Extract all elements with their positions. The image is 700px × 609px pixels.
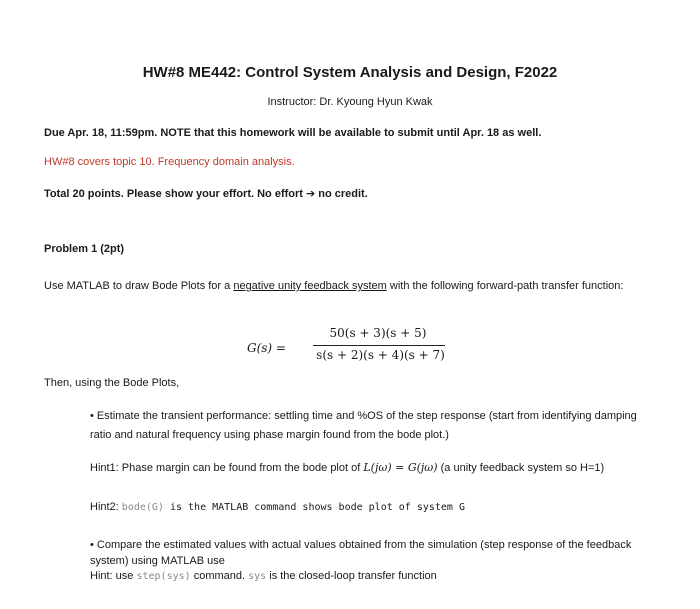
hint-2 <box>90 501 465 513</box>
intro-text-start: Use MATLAB to draw Bode Plots for a <box>44 280 234 292</box>
problem-title: Problem 1 (2pt) <box>44 243 125 255</box>
formula-lhs: G(s) = <box>247 341 286 355</box>
bullet-estimate: • Estimate the transient performance: settling time and %OS of the step response (start from identifying damping ratio and natural frequency using phase margin found from the bode plot.) <box>90 410 637 441</box>
formula-numerator: 50(s + 3)(s + 5) <box>329 326 427 340</box>
formula-denominator: s(s + 2)(s + 4)(s + 7) <box>316 348 445 362</box>
bullet-compare: • Compare the estimated values with actual values obtained from the simulation (step response of the feedback system) using MATLAB use <box>90 539 632 567</box>
hint1-math: L(jω) = G(jω) <box>363 461 438 474</box>
hint-1 <box>90 458 650 478</box>
instructor-line: Instructor: Dr. Kyoung Hyun Kwak <box>267 96 433 108</box>
hint3-prefix: Hint: use <box>90 570 137 582</box>
problem-intro <box>44 277 656 296</box>
hint1-prefix: Hint1: Phase margin can be found from the bode plot of <box>90 462 364 474</box>
hint3-rest: is the closed-loop transfer function <box>266 570 437 582</box>
due-notice: Due Apr. 18, 11:59pm. NOTE that this homework will be available to submit until Apr. 18 as well. <box>44 127 542 139</box>
hint2-prefix: Hint2: <box>90 501 122 513</box>
topic-notice: HW#8 covers topic 10. Frequency domain analysis. <box>44 156 295 168</box>
page-title: HW#8 ME442: Control System Analysis and Design, F2022 <box>142 64 558 81</box>
hint-3 <box>90 570 437 582</box>
hint3-code: step(sys) <box>136 571 191 582</box>
hint3-sys: sys <box>248 571 267 582</box>
hint2-code: bode(G) <box>121 502 164 513</box>
points-notice: Total 20 points. Please show your effort. No effort ➔ no credit. <box>44 188 368 200</box>
then-line: Then, using the Bode Plots, <box>44 377 180 389</box>
hint1-suffix: (a unity feedback system so H=1) <box>437 462 605 474</box>
intro-text-end: with the following forward-path transfer function: <box>386 280 624 292</box>
fraction-bar <box>313 345 445 346</box>
feedback-system-term: negative unity feedback system <box>233 280 387 292</box>
hint2-rest: is the MATLAB command shows bode plot of system G <box>163 502 465 513</box>
hint3-mid: command. <box>190 570 249 582</box>
